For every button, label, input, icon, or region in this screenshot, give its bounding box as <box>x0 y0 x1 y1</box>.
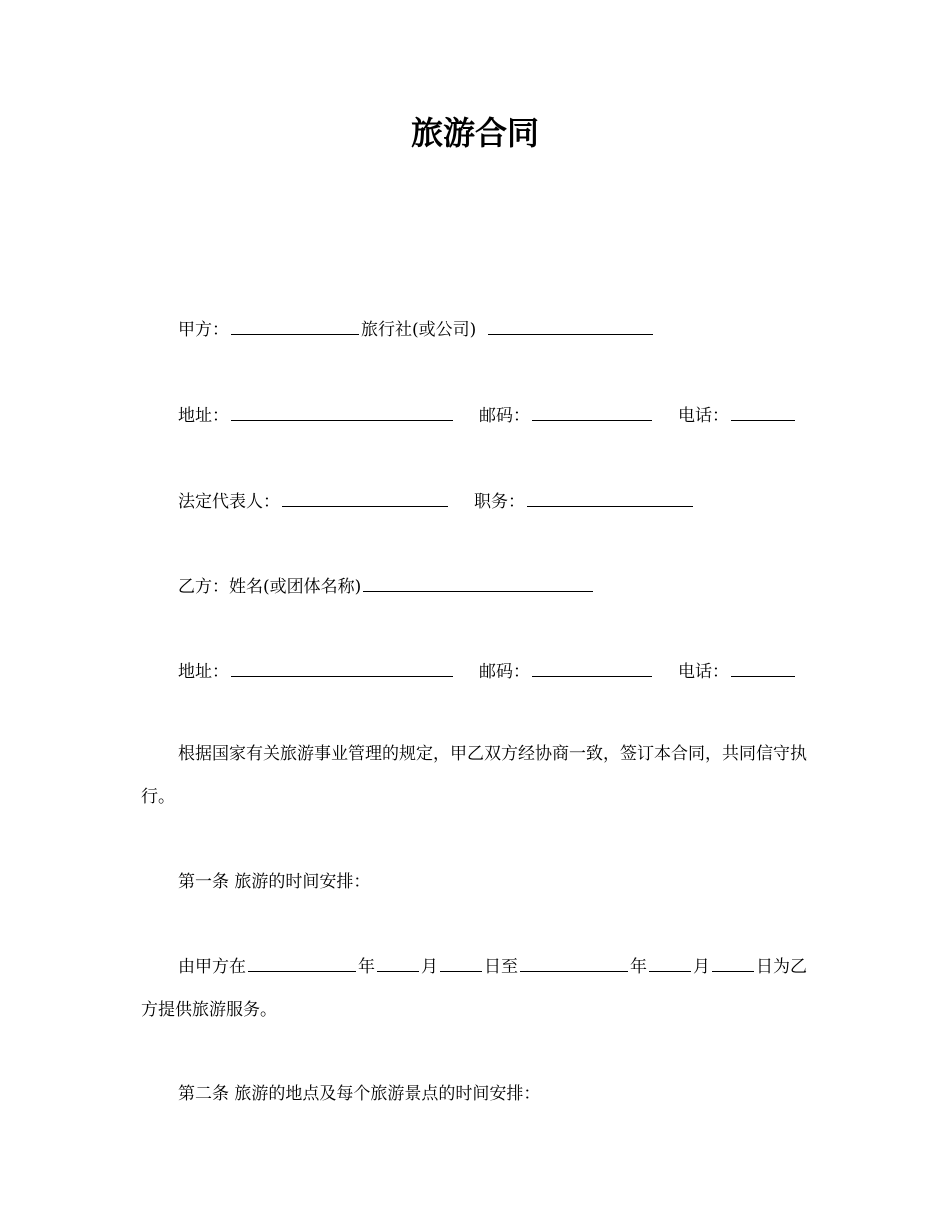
article-1-end-text: 乙方提供旅游服务。 <box>141 957 807 1020</box>
end-day-blank[interactable] <box>712 953 754 972</box>
party-a-postcode-label: 邮码： <box>479 406 530 426</box>
year2-label: 年 <box>630 957 647 977</box>
article-1-start-text: 由甲方在 <box>178 957 246 977</box>
party-a-postcode-blank[interactable] <box>532 402 652 421</box>
end-year-blank[interactable] <box>520 953 628 972</box>
legal-rep-label: 法定代表人： <box>178 492 280 512</box>
position-label: 职务： <box>474 492 525 512</box>
party-a-address-blank[interactable] <box>231 402 453 421</box>
party-b-label: 乙方：姓名(或团体名称) <box>178 577 362 597</box>
party-b-line <box>178 573 595 599</box>
party-b-address-blank[interactable] <box>231 658 453 677</box>
article-1-paragraph <box>141 946 811 1032</box>
legal-rep-line <box>178 488 695 514</box>
party-b-postcode-blank[interactable] <box>532 658 652 677</box>
month-label: 月 <box>421 957 438 977</box>
start-day-blank[interactable] <box>440 953 482 972</box>
year-label: 年 <box>358 957 375 977</box>
party-a-agency-suffix: 旅行社(或公司) <box>361 320 477 340</box>
party-a-phone-label: 电话： <box>678 406 729 426</box>
document-title: 旅游合同 <box>410 114 539 152</box>
preamble-paragraph: 根据国家有关旅游事业管理的规定，甲乙双方经协商一致，签订本合同，共同信守执行。 <box>141 744 807 807</box>
party-a-agency-blank[interactable] <box>488 316 653 335</box>
party-a-label: 甲方： <box>178 320 229 340</box>
party-a-phone-blank[interactable] <box>731 402 795 421</box>
position-blank[interactable] <box>527 488 693 507</box>
legal-rep-blank[interactable] <box>282 488 448 507</box>
party-b-address-label: 地址： <box>178 662 229 682</box>
party-b-address-line <box>178 658 797 684</box>
start-year-blank[interactable] <box>248 953 356 972</box>
party-b-postcode-label: 邮码： <box>479 662 530 682</box>
party-a-name-blank[interactable] <box>231 316 359 335</box>
month2-label: 月 <box>693 957 710 977</box>
party-a-address-label: 地址： <box>178 406 229 426</box>
day-to-label: 日至 <box>484 957 518 977</box>
day-end-label: 日为 <box>756 957 790 977</box>
party-a-address-line <box>178 402 797 428</box>
article-1-heading: 第一条 旅游的时间安排： <box>178 872 371 892</box>
start-month-blank[interactable] <box>377 953 419 972</box>
party-b-phone-blank[interactable] <box>731 658 795 677</box>
party-a-line <box>178 316 655 342</box>
party-b-phone-label: 电话： <box>678 662 729 682</box>
end-month-blank[interactable] <box>649 953 691 972</box>
article-2-heading: 第二条 旅游的地点及每个旅游景点的时间安排： <box>178 1084 541 1104</box>
party-b-name-blank[interactable] <box>363 573 593 592</box>
